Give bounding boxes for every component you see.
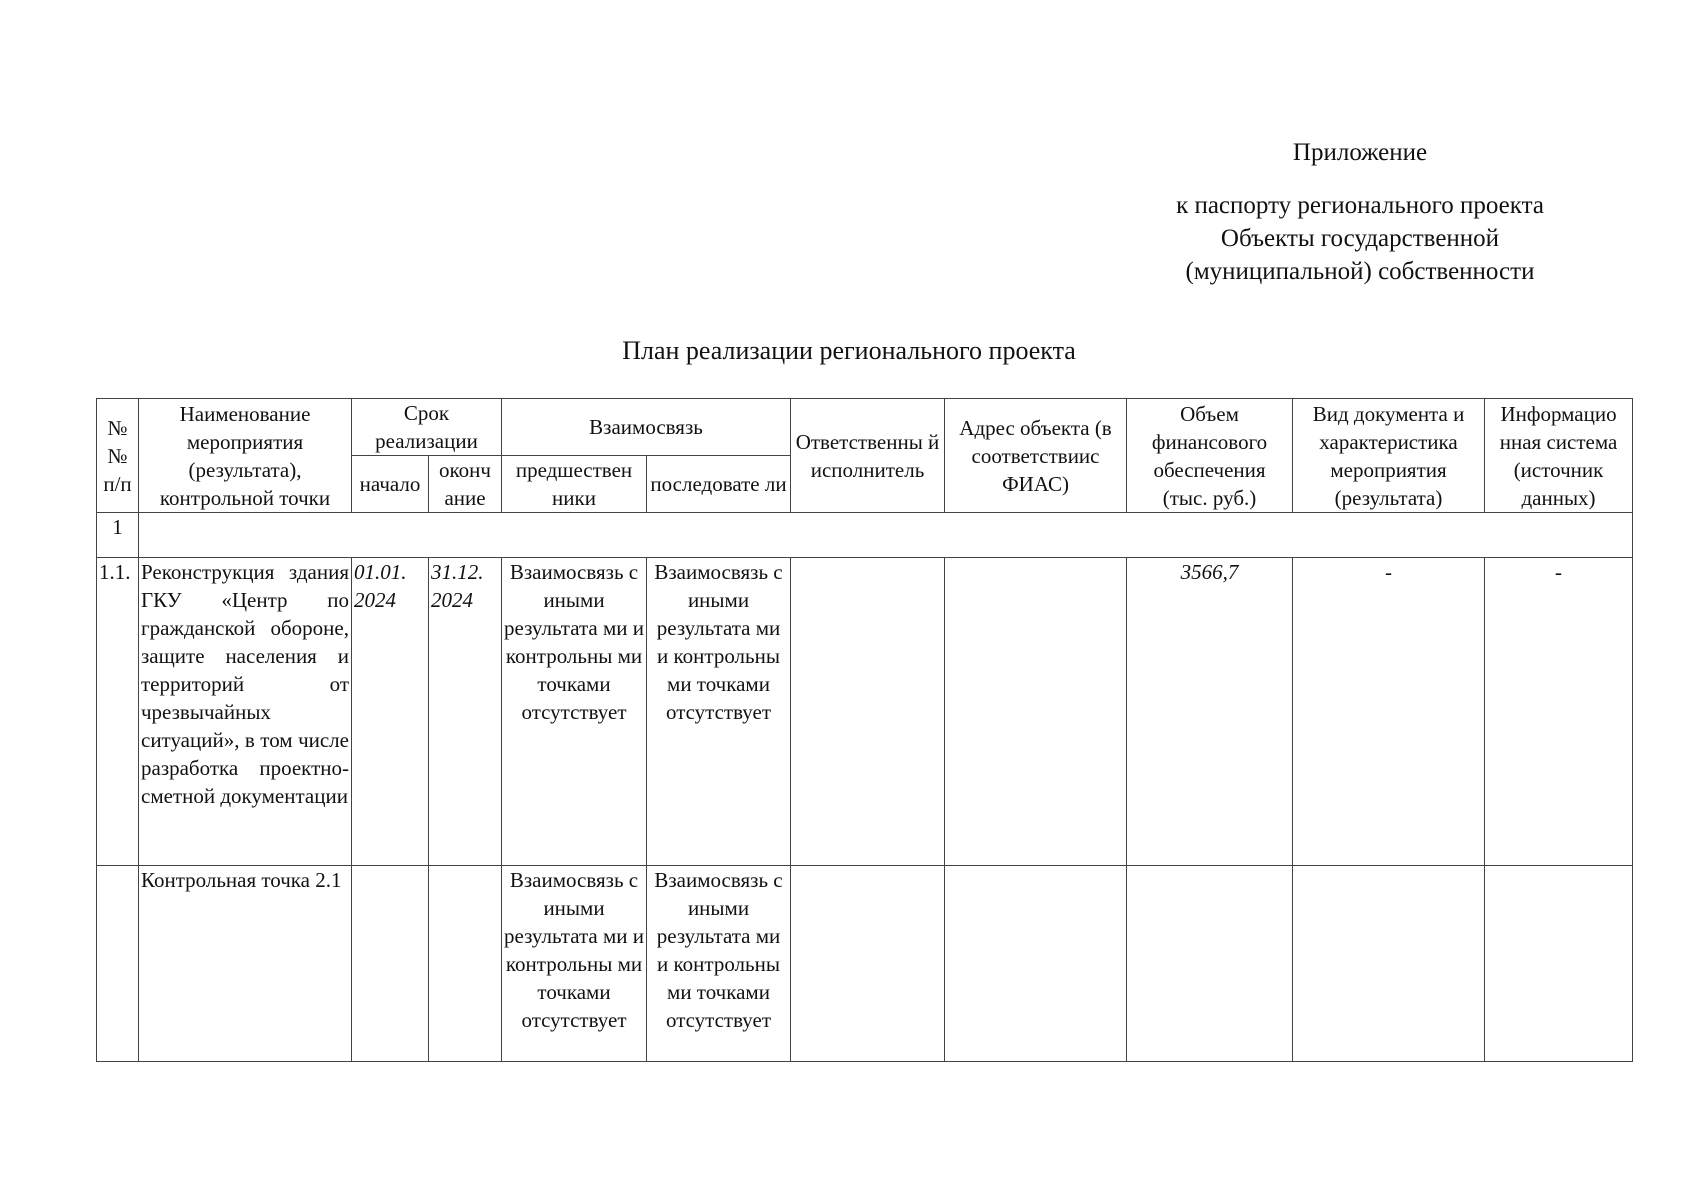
appendix-line: (муниципальной) собственности bbox=[1185, 258, 1535, 285]
col-term-header: Срок реализации bbox=[352, 399, 502, 456]
row-name: Контрольная точка 2.1 bbox=[139, 866, 352, 1062]
col-name-header: Наименование мероприятия (результата), контрольной точки bbox=[139, 399, 352, 513]
row-finance bbox=[1127, 866, 1293, 1062]
col-responsible-header: Ответственны й исполнитель bbox=[791, 399, 945, 513]
row-address bbox=[945, 558, 1127, 866]
col-address-header: Адрес объекта (в соответствиис ФИАС) bbox=[945, 399, 1127, 513]
plan-table bbox=[96, 398, 1633, 1062]
row-start-date bbox=[352, 866, 429, 1062]
row-predecessors: Взаимосвязь с иными результата ми и контрольны ми точками отсутствует bbox=[502, 866, 647, 1062]
row-successors: Взаимосвязь с иными результата ми и контрольны ми точками отсутствует bbox=[647, 558, 791, 866]
row-predecessors: Взаимосвязь с иными результата ми и контрольны ми точками отсутствует bbox=[502, 558, 647, 866]
appendix-line: к паспорту регионального проекта bbox=[1176, 192, 1544, 219]
col-term-end-header: оконч ание bbox=[429, 456, 502, 513]
row-responsible bbox=[791, 558, 945, 866]
appendix-subtitle bbox=[1100, 189, 1620, 288]
section-number: 1 bbox=[97, 513, 139, 558]
row-successors: Взаимосвязь с иными результата ми и контрольны ми точками отсутствует bbox=[647, 866, 791, 1062]
col-finance-header: Объем финансового обеспечения (тыс. руб.) bbox=[1127, 399, 1293, 513]
row-name: Реконструкция здания ГКУ «Центр по гражданской обороне, защите населения и территорий от чрезвычайных ситуаций», в том числе разработка проектно-сметной документации bbox=[139, 558, 352, 866]
table-header-row bbox=[97, 399, 1633, 456]
col-term-start-header: начало bbox=[352, 456, 429, 513]
col-doc-header: Вид документа и характеристика мероприятия (результата) bbox=[1293, 399, 1485, 513]
row-start-date: 01.01. 2024 bbox=[352, 558, 429, 866]
col-link-succ-header: последовате ли bbox=[647, 456, 791, 513]
row-responsible bbox=[791, 866, 945, 1062]
row-number bbox=[97, 866, 139, 1062]
appendix-line: Объекты государственной bbox=[1220, 225, 1500, 252]
table-row bbox=[97, 558, 1633, 866]
table-row bbox=[97, 866, 1633, 1062]
row-doc bbox=[1293, 866, 1485, 1062]
row-address bbox=[945, 866, 1127, 1062]
row-end-date: 31.12. 2024 bbox=[429, 558, 502, 866]
section-row bbox=[97, 513, 1633, 558]
row-number: 1.1. bbox=[97, 558, 139, 866]
row-doc: - bbox=[1293, 558, 1485, 866]
col-link-header: Взаимосвязь bbox=[502, 399, 791, 456]
row-end-date bbox=[429, 866, 502, 1062]
plan-title: План реализации регионального проекта bbox=[622, 336, 1076, 365]
appendix-title: Приложение bbox=[1292, 139, 1428, 166]
row-info: - bbox=[1485, 558, 1633, 866]
col-link-pred-header: предшествен ники bbox=[502, 456, 647, 513]
row-finance: 3566,7 bbox=[1127, 558, 1293, 866]
section-text bbox=[139, 513, 1633, 558]
row-info bbox=[1485, 866, 1633, 1062]
col-info-header: Информацио нная система (источник данных) bbox=[1485, 399, 1633, 513]
col-num-header: № № п/п bbox=[97, 399, 139, 513]
